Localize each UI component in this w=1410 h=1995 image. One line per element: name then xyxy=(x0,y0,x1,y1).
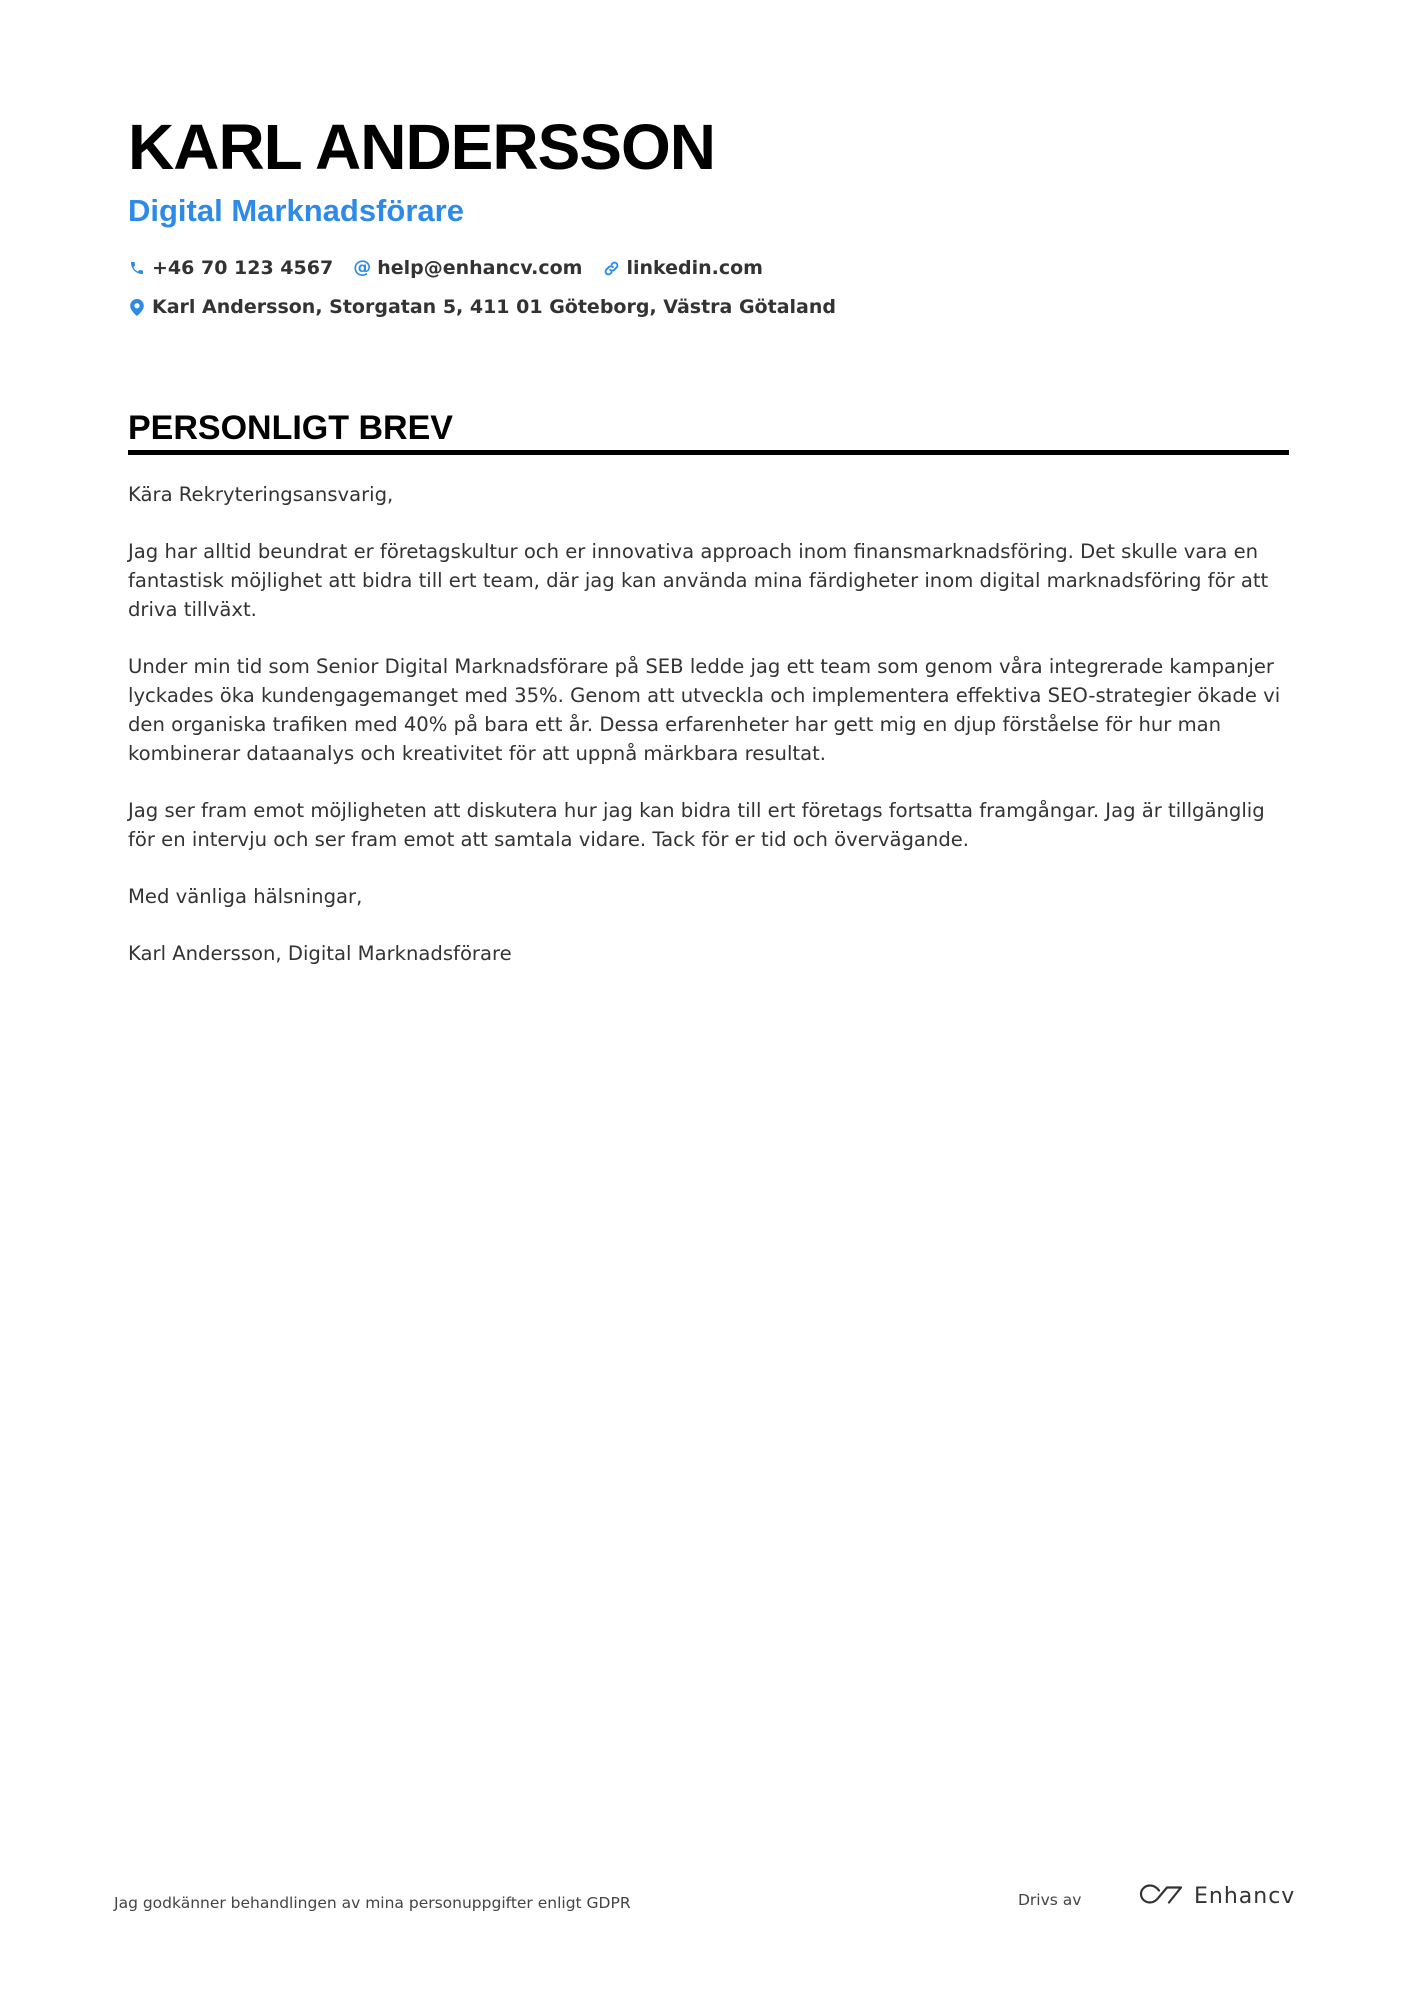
powered-by-label: Drivs av xyxy=(1018,1891,1082,1909)
location-pin-icon xyxy=(128,298,146,316)
letter-paragraph-2: Under min tid som Senior Digital Marknadsförare på SEB ledde jag ett team som genom våra integrerade kampanjer lyckades öka kundengagemanget med 35%. Genom att utveckla och implementera effektiva SEO-strategier ökade vi den organiska trafiken med 40% på bara ett år. Dessa erfarenheter har gett mig en djup förståelse för hur man kombinerar dataanalys och kreativitet för att uppnå märkbara resultat. xyxy=(128,655,1281,765)
letter-closing: Med vänliga hälsningar, xyxy=(128,885,363,908)
gdpr-consent-text: Jag godkänner behandlingen av mina personuppgifter enligt GDPR xyxy=(114,1894,631,1912)
applicant-role: Digital Marknadsförare xyxy=(128,193,464,228)
phone-text: +46 70 123 4567 xyxy=(152,257,334,279)
letter-paragraph-1: Jag har alltid beundrat er företagskultur och er innovativa approach inom finansmarknadsföring. Det skulle vara en fantastisk möjlighet att bidra till ert team, där jag kan använda mina färdigheter inom digital marknadsföring för att driva tillväxt. xyxy=(128,540,1269,621)
section-divider xyxy=(128,450,1289,455)
address-text: Karl Andersson, Storgatan 5, 411 01 Göteborg, Västra Götaland xyxy=(152,296,836,318)
email-text: help@enhancv.com xyxy=(377,257,583,279)
contact-link xyxy=(602,254,763,282)
brand-logo[interactable] xyxy=(1138,1882,1295,1911)
link-text: linkedin.com xyxy=(626,257,763,279)
letter-body xyxy=(128,480,1293,996)
contact-phone xyxy=(128,254,333,282)
enhancv-logo-icon xyxy=(1138,1882,1184,1911)
letter-signature: Karl Andersson, Digital Marknadsförare xyxy=(128,942,512,965)
contact-row xyxy=(128,254,763,282)
letter-greeting: Kära Rekryteringsansvarig, xyxy=(128,483,394,506)
address-row xyxy=(128,293,836,321)
phone-icon xyxy=(128,259,146,277)
brand-name: Enhancv xyxy=(1194,1883,1296,1909)
applicant-name: KARL ANDERSSON xyxy=(128,111,715,183)
contact-email xyxy=(353,254,582,282)
link-icon xyxy=(602,259,620,277)
letter-paragraph-3: Jag ser fram emot möjligheten att diskutera hur jag kan bidra till ert företags fortsatta framgångar. Jag är tillgänglig för en intervju och ser fram emot att samtala vidare. Tack för er tid och övervägande. xyxy=(128,799,1265,851)
section-title: PERSONLIGT BREV xyxy=(128,409,453,447)
at-icon: @ xyxy=(353,257,372,278)
contact-address xyxy=(128,293,836,321)
